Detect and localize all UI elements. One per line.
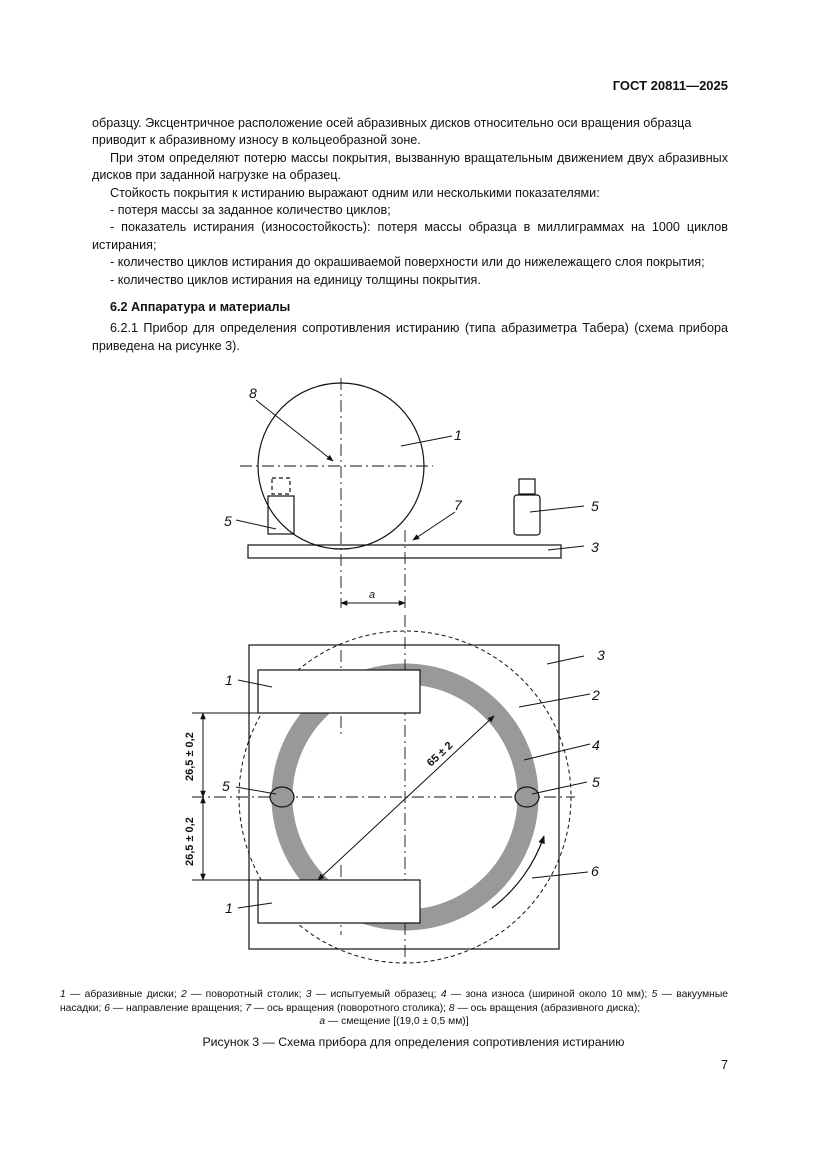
side-view [240,378,561,608]
leader-2-plan [519,694,590,707]
specimen-plate-side [248,545,561,558]
vacuum-nozzle-plan-right [515,787,539,807]
leader-8 [256,400,333,461]
label-5: 5 [224,513,232,529]
label-5: 5 [591,498,599,514]
leader-1-top [401,436,452,446]
list-item: - количество циклов истирания на единицу толщины покрытия. [110,272,481,287]
label-7: 7 [454,497,462,513]
legend-num: 1 [60,989,66,1000]
legend-num: 8 [448,1002,455,1014]
paragraph-1-line-1: образцу. Эксцентричное расположение осей абразивных дисков относительно оси вращения образца [92,116,692,130]
vacuum-nozzle-plan-left [270,787,294,807]
diameter-dimension-line [318,716,494,880]
legend-text: — зона износа (шириной около 10 мм); [446,989,652,1000]
dimension-text-lower: 26,5 ± 0,2 [184,817,196,866]
label-8: 8 [249,385,257,401]
label-1: 1 [225,900,233,916]
diagram-group [184,732,455,866]
plan-view [192,615,575,966]
abrasive-disk-top [258,670,420,713]
paragraph-3: Стойкость покрытия к истиранию выражают одним или несколькими показателями: [110,185,600,200]
figure-legend [60,988,728,1029]
label-5: 5 [592,774,600,790]
legend-num: 6 [104,1002,111,1014]
diagram-group [236,400,584,550]
legend-text: — ось вращения (поворотного столика); [250,1002,449,1014]
label-4: 4 [592,737,600,753]
legend-text: — абразивные диски; [65,989,182,1000]
leader-3-plan [547,656,584,664]
abrasive-disk-bottom [258,880,420,923]
legend-text: — испытуемый образец; [311,989,441,1000]
list-item: - количество циклов истирания до окрашиваемой поверхности или до нижележащего слоя покрытия; [110,255,705,270]
section-heading: 6.2 Аппаратура и материалы [110,300,291,315]
label-3: 3 [597,647,605,663]
leader-3-top [548,546,584,550]
label-3: 3 [591,539,599,555]
leader-5-plan-left [236,787,276,794]
leader-4-plan [524,744,590,760]
list-item: - потеря массы за заданное количество циклов; [110,203,391,218]
vacuum-nozzle-right [514,495,540,535]
legend-num: 4 [440,989,447,1000]
legend-num: 7 [245,1002,251,1014]
page-number: 7 [720,1058,728,1072]
paragraph-4: 6.2.1 Прибор для определения сопротивления истиранию (типа абразиметра Табера) (схема прибора приведена на рисунке 3). [92,321,728,353]
leader-5-right-top [530,506,584,512]
label-1: 1 [454,427,462,443]
legend-text: — поворотный столик; [186,989,306,1000]
label-5: 5 [222,778,230,794]
vacuum-nozzle-left-cap [272,478,290,494]
paragraph-1-line-2: приводит к абразивному износу в кольцеобразной зоне. [92,133,421,148]
leader-7 [413,512,455,540]
legend-num: a [319,1016,326,1028]
dimension-text-upper: 26,5 ± 0,2 [184,732,196,781]
label-2: 2 [592,687,600,703]
legend-text: — вакуумные насадки; [60,989,728,1014]
vacuum-nozzle-right-cap [519,479,535,494]
document-header: ГОСТ 20811—2025 [612,78,728,93]
figure-title: Рисунок 3 — Схема прибора для определения сопротивления истиранию [202,1035,625,1049]
legend-text: — направление вращения; [110,1002,246,1014]
list-item: - показатель истирания (износостойкость): потеря массы образца в миллиграммах на 1000 циклов истирания; [92,220,728,252]
label-a: а [369,589,376,601]
paragraph-2: При этом определяют потерю массы покрытия, вызванную вращательным движением двух абразивных дисков при заданной нагрузке на образец. [92,150,728,183]
label-1: 1 [225,672,233,688]
legend-num: 2 [181,989,187,1000]
diameter-text: 65 ± 2 [424,739,456,770]
legend-num: 3 [305,989,312,1000]
label-6: 6 [591,863,599,879]
legend-text: — смещение [(19,0 ± 0,5 мм)] [325,1016,469,1028]
legend-num: 5 [651,989,658,1000]
leader-5-left-top [236,520,276,529]
leader-6-plan [532,872,588,878]
legend-text: — ось вращения (абразивного диска); [454,1002,641,1014]
